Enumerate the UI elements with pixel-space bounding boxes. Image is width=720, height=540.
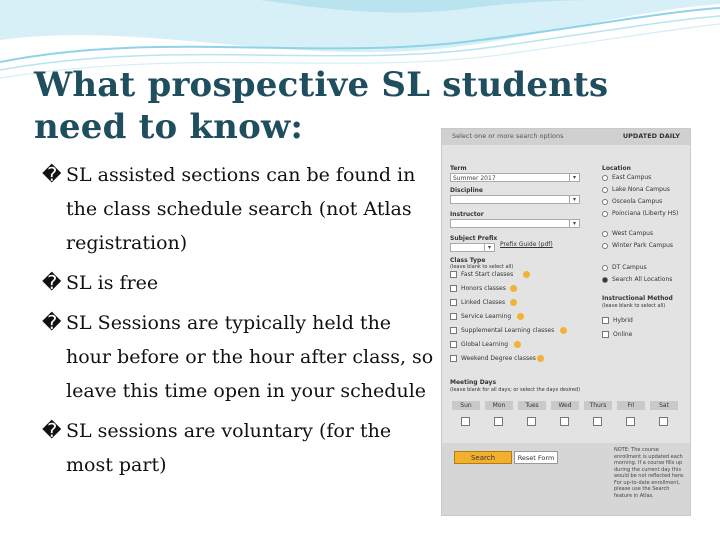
class-type-checkbox[interactable] (450, 271, 457, 278)
class-type-label: Service Learning (461, 313, 512, 320)
reset-form-button[interactable]: Reset Form (514, 451, 558, 464)
screenshot-header (442, 129, 690, 145)
location-label: Winter Park Campus (612, 242, 674, 249)
class-type-checkbox[interactable] (450, 327, 457, 334)
bullet-item (42, 158, 442, 260)
class-type-label: Class Type (450, 257, 486, 264)
day-checkbox[interactable] (593, 417, 602, 426)
location-label: Osceola Campus (612, 198, 663, 205)
campus-label: Search All Locations (612, 276, 673, 283)
term-select[interactable] (450, 173, 580, 182)
location-label: Lake Nona Campus (612, 186, 670, 193)
info-icon[interactable] (517, 313, 524, 320)
subject-prefix-select[interactable] (450, 243, 495, 252)
bullet-glyph: � (42, 164, 62, 186)
location-radio[interactable] (602, 187, 608, 193)
location-radio[interactable] (602, 211, 608, 217)
class-search-screenshot (441, 128, 691, 516)
bullet-text: SL sessions are voluntary (for the most part) (66, 420, 392, 476)
class-type-label: Fast Start classes (461, 271, 514, 278)
info-icon[interactable] (560, 327, 567, 334)
instructional-method-label: Instructional Method (602, 295, 673, 302)
location-radio[interactable] (602, 199, 608, 205)
class-type-label: Honors classes (461, 285, 506, 292)
chevron-down-icon: ▾ (569, 196, 579, 203)
instructional-method-hint: (leave blank to select all) (602, 303, 666, 309)
bullet-text: SL is free (66, 272, 159, 294)
search-button[interactable]: Search (454, 451, 512, 464)
class-type-label: Linked Classes (461, 299, 506, 306)
method-label: Hybrid (613, 317, 633, 324)
discipline-select[interactable] (450, 195, 580, 204)
class-type-checkbox[interactable] (450, 341, 457, 348)
enrollment-note: NOTE: The course enrollment is updated each morning. If a course fills up during the current day this would be not reflected here. For up-to-date enrollment, please use the Search feature in Atlas. (614, 447, 685, 499)
term-value: Summer 2017 (453, 175, 496, 182)
day-header: Sun (452, 401, 480, 410)
meeting-days-label: Meeting Days (450, 379, 497, 386)
day-checkbox[interactable] (560, 417, 569, 426)
location-radio[interactable] (602, 231, 608, 237)
class-type-label: Supplemental Learning classes (461, 327, 555, 334)
header-updated: UPDATED DAILY (622, 132, 680, 140)
location-radio[interactable] (602, 175, 608, 181)
instructor-label: Instructor (450, 211, 484, 218)
bullet-item (42, 306, 442, 408)
location-label: East Campus (612, 174, 652, 181)
slide-title: What prospective SL students need to know: (34, 65, 609, 147)
class-type-checkbox[interactable] (450, 313, 457, 320)
info-icon[interactable] (523, 271, 530, 278)
location-label: West Campus (612, 230, 654, 237)
location-radio[interactable] (602, 243, 608, 249)
prefix-guide-link[interactable]: Prefix Guide (pdf) (500, 241, 553, 248)
chevron-down-icon: ▾ (569, 174, 579, 181)
bullet-item (42, 266, 442, 300)
day-checkbox[interactable] (494, 417, 503, 426)
day-header: Wed (551, 401, 579, 410)
day-checkbox[interactable] (461, 417, 470, 426)
day-checkbox[interactable] (659, 417, 668, 426)
day-header: Tues (518, 401, 546, 410)
campus-radio[interactable] (602, 277, 608, 283)
method-label: Online (613, 331, 633, 338)
chevron-down-icon: ▾ (484, 244, 494, 251)
class-type-checkbox[interactable] (450, 299, 457, 306)
campus-label: DT Campus (612, 264, 647, 271)
header-instruction: Select one or more search options (452, 132, 564, 140)
day-header: Mon (485, 401, 513, 410)
location-label: Location (602, 165, 631, 172)
bullet-glyph: � (42, 420, 62, 442)
method-checkbox[interactable] (602, 331, 609, 338)
campus-radio[interactable] (602, 265, 608, 271)
day-checkbox[interactable] (626, 417, 635, 426)
location-label: Poinciana (Liberty HS) (612, 210, 679, 217)
chevron-down-icon: ▾ (569, 220, 579, 227)
term-label: Term (450, 165, 467, 172)
day-header: Thurs (584, 401, 612, 410)
class-type-label: Global Learning (461, 341, 509, 348)
day-header: Sat (650, 401, 678, 410)
subject-prefix-label: Subject Prefix (450, 235, 498, 242)
info-icon[interactable] (514, 341, 521, 348)
day-header: Fri (617, 401, 645, 410)
class-type-checkbox[interactable] (450, 355, 457, 362)
class-type-checkbox[interactable] (450, 285, 457, 292)
bullet-item (42, 414, 442, 482)
info-icon[interactable] (537, 355, 544, 362)
class-type-label: Weekend Degree classes (461, 355, 536, 362)
meeting-days-hint: (leave blank for all days; or select the days desired) (450, 387, 581, 393)
class-type-hint: (leave blank to select all) (450, 264, 514, 270)
instructor-select[interactable] (450, 219, 580, 228)
bullet-glyph: � (42, 272, 62, 294)
method-checkbox[interactable] (602, 317, 609, 324)
bullet-text: SL Sessions are typically held the hour before or the hour after class, so leave this time open in your schedule (66, 312, 434, 402)
info-icon[interactable] (510, 285, 517, 292)
day-checkbox[interactable] (527, 417, 536, 426)
bullet-text: SL assisted sections can be found in the class schedule search (not Atlas registration) (66, 164, 416, 254)
bullet-list (42, 158, 442, 488)
info-icon[interactable] (510, 299, 517, 306)
bullet-glyph: � (42, 312, 62, 334)
discipline-label: Discipline (450, 187, 483, 194)
